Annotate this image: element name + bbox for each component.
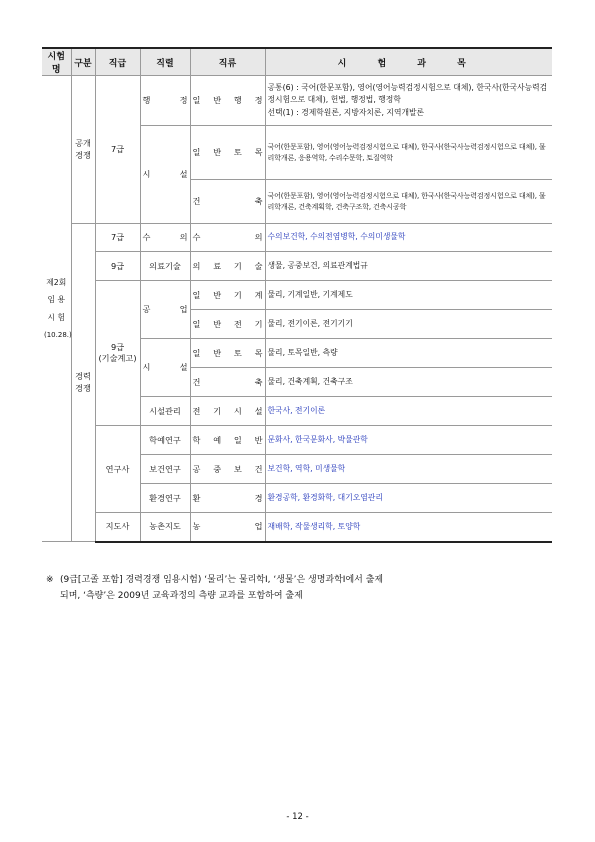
job-cell: 건 축 (190, 180, 265, 224)
table-header-row (42, 48, 552, 76)
subjects-cell: 보건학, 역학, 미생물학 (265, 455, 552, 484)
header-series: 직렬 (140, 48, 190, 76)
subjects-cell: 재배학, 작물생리학, 토양학 (265, 513, 552, 542)
series-facility: 시 설 (140, 339, 190, 397)
table-row (42, 513, 552, 542)
job-cell: 수 의 (190, 224, 265, 252)
subjects-cell: 수의보건학, 수의전염병학, 수의미생물학 (265, 224, 552, 252)
table-row (42, 426, 552, 455)
job-cell: 농 업 (190, 513, 265, 542)
job-cell: 일 반 전 기 (190, 310, 265, 339)
subjects-text: 생물, 공중보건, 의료관계법규 (267, 260, 368, 270)
subjects-cell: 물리, 토목일반, 측량 (265, 339, 552, 368)
footnote (46, 572, 551, 604)
exam-label-2: 시 험 (47, 313, 66, 323)
job-cell: 학 예 일 반 (190, 426, 265, 455)
subjects-cell: 물리, 전기이론, 전기기기 (265, 310, 552, 339)
grade-cell: 7급 (95, 76, 140, 224)
grade-cell: 9급 (95, 252, 140, 281)
footnote-line-2: 되며, ‘측량’은 2009년 교육과정의 측량 교과를 포함하여 출제 (60, 591, 303, 602)
job-cell: 환 경 (190, 484, 265, 513)
header-job: 직류 (190, 48, 265, 76)
reference-mark: ※ (46, 575, 54, 585)
grade-cell: 지도사 (95, 513, 140, 542)
job-cell: 전 기 시 설 (190, 397, 265, 426)
job-cell: 공 중 보 건 (190, 455, 265, 484)
subjects-cell: 물리, 건축계획, 건축구조 (265, 368, 552, 397)
series-facility: 시 설 (140, 126, 190, 224)
job-cell: 일 반 토 목 (190, 126, 265, 180)
footnote-line-1 (46, 572, 551, 588)
job-cell: 의 료 기 술 (190, 252, 265, 281)
exam-round: 제2회 (46, 277, 67, 287)
series-medtech: 의료기술 (140, 252, 190, 281)
series-industry: 공 업 (140, 281, 190, 339)
series-health: 보건연구 (140, 455, 190, 484)
table-row (42, 224, 552, 252)
subjects-cell (265, 252, 552, 281)
header-exam: 시험명 (42, 48, 71, 76)
exam-label-1: 임 용 (47, 295, 66, 305)
page-number: - 12 - (286, 812, 309, 822)
subjects-cell: 물리, 기계일반, 기계제도 (265, 281, 552, 310)
exam-subject-table (42, 47, 552, 543)
exam-name-cell (42, 76, 71, 542)
job-cell: 일 반 토 목 (190, 339, 265, 368)
subjects-cell: 국어(한문포함), 영어(영어능력검정시험으로 대체), 한국사(한국사능력검정시험으로 대체), 물리학개론, 응용역학, 수리수문학, 토질역학 (265, 126, 552, 180)
table-row (42, 281, 552, 310)
series-vet: 수 의 (140, 224, 190, 252)
series-admin: 행 정 (140, 76, 190, 126)
series-facility-mgmt: 시설관리 (140, 397, 190, 426)
subjects-cell: 문화사, 한국문화사, 박물관학 (265, 426, 552, 455)
header-grade: 직급 (95, 48, 140, 76)
subjects-cell: 한국사, 전기이론 (265, 397, 552, 426)
table-row (42, 76, 552, 126)
header-subjects: 시 험 과 목 (265, 48, 552, 76)
footnote-text-1: (9급[고졸 포함] 경력경쟁 임용시험) ‘물리’는 물리학Ⅰ, ‘생물’은 생명과학Ⅰ에서 출제 (60, 575, 384, 585)
table-row (42, 252, 552, 281)
job-cell: 일 반 기 계 (190, 281, 265, 310)
series-academic: 학예연구 (140, 426, 190, 455)
grade-cell: 7급 (95, 224, 140, 252)
subjects-cell: 공통(6) : 국어(한문포함), 영어(영어능력검정시험으로 대체), 한국사(한국사능력검정시험으로 대체), 헌법, 행정법, 행정학 선택(1) : 경제학원론, 지방자치론, 지역개발론 (265, 76, 552, 126)
series-farm: 농촌지도 (140, 513, 190, 542)
division-open: 공개경쟁 (71, 76, 95, 224)
job-cell: 일 반 행 정 (190, 76, 265, 126)
grade-cell: 연구사 (95, 426, 140, 513)
series-env: 환경연구 (140, 484, 190, 513)
job-cell: 건 축 (190, 368, 265, 397)
grade-cell: 9급 (기술계고) (95, 281, 140, 426)
exam-date: (10.28.) (44, 331, 72, 340)
header-division: 구분 (71, 48, 95, 76)
subjects-cell: 국어(한문포함), 영어(영어능력검정시험으로 대체), 한국사(한국사능력검정시험으로 대체), 물리학개론, 건축계획학, 건축구조학, 건축시공학 (265, 180, 552, 224)
subjects-cell: 환경공학, 환경화학, 대기오염관리 (265, 484, 552, 513)
division-career: 경력경쟁 (71, 224, 95, 542)
